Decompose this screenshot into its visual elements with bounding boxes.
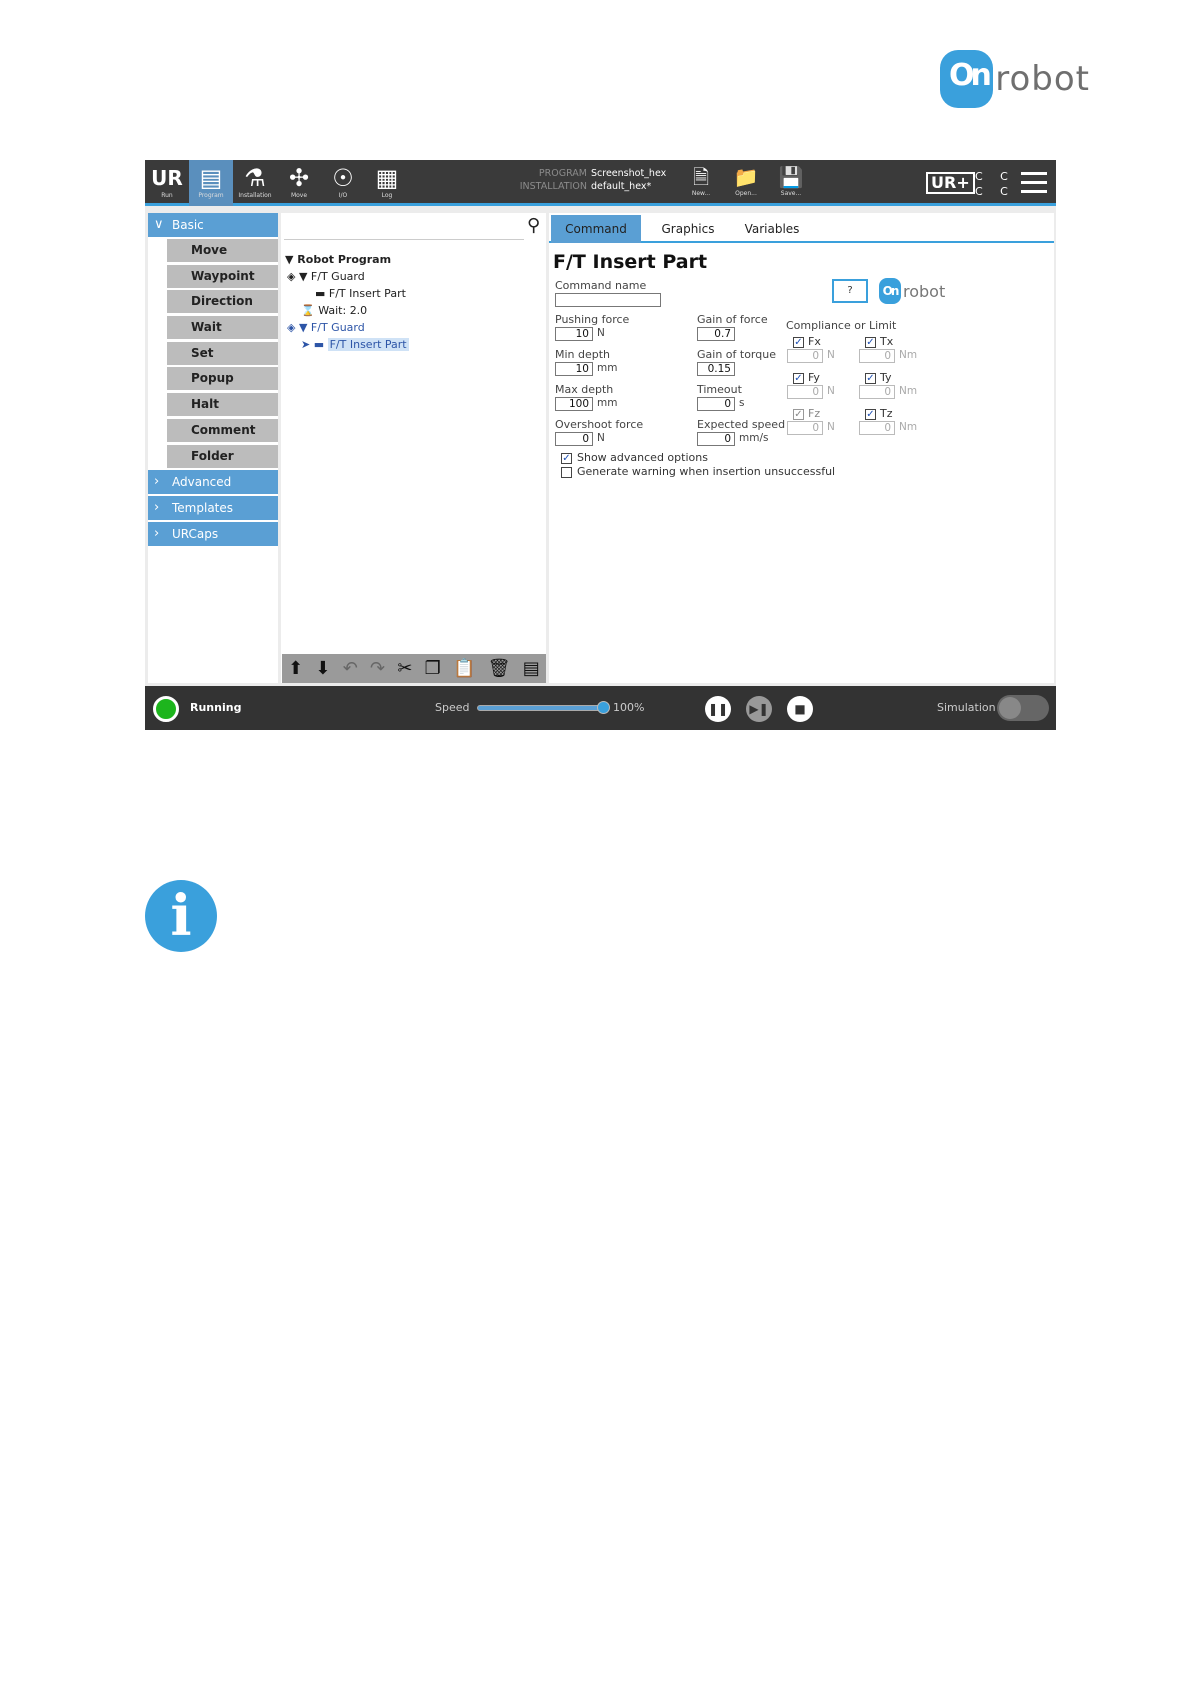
compliance-label: Compliance or Limit xyxy=(786,319,897,332)
ty-checkbox[interactable]: ✓ xyxy=(866,373,875,384)
show-advanced-checkbox[interactable]: ✓ xyxy=(562,453,571,464)
max-depth-label: Max depth xyxy=(555,383,614,396)
tab-graphics[interactable]: Graphics xyxy=(661,222,715,236)
urplus-button[interactable]: UR+ xyxy=(926,172,975,194)
sidebar-item-halt[interactable]: Halt xyxy=(167,393,278,416)
program-tree xyxy=(285,251,409,353)
onrobot-logo-badge: On xyxy=(940,50,993,108)
undo-icon[interactable]: ↶ xyxy=(342,658,358,679)
tree-node[interactable]: ⌛ Wait: 2.0 xyxy=(301,304,368,317)
ur-logo-icon: UR xyxy=(151,166,183,190)
expected-speed-input[interactable]: 0 xyxy=(697,432,735,446)
copy-icon[interactable]: ❐ xyxy=(424,658,441,679)
category-basic[interactable]: ∨ Basic xyxy=(148,213,278,237)
tree-node-root[interactable]: ▼ Robot Program xyxy=(285,253,392,266)
info-icon: i xyxy=(145,880,217,952)
simulation-toggle[interactable] xyxy=(997,695,1049,721)
fx-input[interactable]: 0 xyxy=(787,349,823,363)
category-advanced[interactable]: › Advanced xyxy=(148,470,278,494)
save-icon: 💾 xyxy=(778,165,804,189)
installation-name: default_hex* xyxy=(591,181,652,192)
speed-slider[interactable] xyxy=(477,705,603,711)
sidebar-item-direction[interactable]: Direction xyxy=(167,290,278,313)
sidebar-item-folder[interactable]: Folder xyxy=(167,445,278,468)
log-tab-button[interactable]: ▦ Log xyxy=(365,160,409,206)
tree-node[interactable]: ◈ ▼ F/T Guard xyxy=(287,321,365,334)
tree-node-selected[interactable]: ➤ ▬ F/T Insert Part xyxy=(301,338,407,351)
sidebar-item-move[interactable]: Move xyxy=(167,239,278,262)
io-icon: ☉ xyxy=(332,164,354,192)
log-icon: ▦ xyxy=(375,164,399,192)
run-tab-button[interactable]: UR Run xyxy=(145,160,189,206)
max-depth-input[interactable]: 100 xyxy=(555,397,593,411)
generate-warning-label: Generate warning when insertion unsuccessful xyxy=(577,465,836,478)
search-icon[interactable]: ⚲ xyxy=(527,215,541,236)
command-name-label: Command name xyxy=(555,279,647,292)
move-icon: ✣ xyxy=(288,164,310,192)
onrobot-urcap-text: robot xyxy=(903,281,946,301)
speed-label: Speed xyxy=(435,701,470,714)
tx-input[interactable]: 0 xyxy=(859,349,895,363)
run-state-label: Running xyxy=(190,701,242,714)
tree-toolbar xyxy=(282,654,546,683)
delete-icon[interactable]: 🗑 xyxy=(487,658,511,679)
suppress-icon[interactable]: ▤ xyxy=(522,658,540,679)
program-tab-button[interactable]: ▤ Program xyxy=(189,160,233,206)
timeout-input[interactable]: 0 xyxy=(697,397,735,411)
help-button[interactable]: ? xyxy=(832,279,868,303)
fz-input[interactable]: 0 xyxy=(787,421,823,435)
speed-slider-handle[interactable] xyxy=(597,701,610,714)
show-advanced-label: Show advanced options xyxy=(577,451,708,464)
sidebar-item-popup[interactable]: Popup xyxy=(167,367,278,390)
pause-button[interactable]: ❚❚ xyxy=(705,696,731,722)
paste-icon[interactable]: 📋 xyxy=(453,658,476,679)
ty-input[interactable]: 0 xyxy=(859,385,895,399)
move-down-icon[interactable]: ⬇ xyxy=(315,658,331,679)
chevron-right-icon: › xyxy=(154,474,160,490)
overshoot-force-input[interactable]: 0 xyxy=(555,432,593,446)
open-file-button[interactable]: 📁 Open... xyxy=(730,164,762,197)
tz-checkbox[interactable]: ✓ xyxy=(866,409,875,420)
generate-warning-checkbox[interactable] xyxy=(561,467,572,478)
expected-speed-label: Expected speed xyxy=(697,418,786,431)
command-tabs xyxy=(549,213,1054,243)
sidebar-item-waypoint[interactable]: Waypoint xyxy=(167,265,278,288)
toggle-knob xyxy=(999,697,1021,719)
speed-percent: 100% xyxy=(613,701,645,714)
new-file-icon: 🗎 xyxy=(692,165,710,189)
move-up-icon[interactable]: ⬆ xyxy=(288,658,304,679)
gain-of-force-label: Gain of force xyxy=(697,313,768,326)
save-file-button[interactable]: 💾 Save... xyxy=(775,164,807,197)
chevron-down-icon: ∨ xyxy=(154,217,164,232)
fx-checkbox[interactable]: ✓ xyxy=(794,337,803,348)
new-file-button[interactable]: 🗎 New... xyxy=(685,164,717,197)
command-panel: Command Graphics Variables F/T Insert Part Command name ? On robot Pushing force 10 N Min depth 10 mm Max depth 100 mm Overshoot force 0 N Gain of force 0.7 Gain of torque 0.15 Timeout 0 s Expected speed 0 mm/s Compliance or Limit ✓ Fx 0 N ✓ Fy 0 N ✓ Fz 0 N ✓ Tx 0 Nm ✓ Ty 0 Nm ✓ Tz 0 Nm ✓ Show advanced options Generate warning when insertion unsuccessful xyxy=(549,213,1054,683)
program-info: PROGRAM Screenshot_hex INSTALLATION default_hex* xyxy=(519,168,667,192)
overshoot-force-label: Overshoot force xyxy=(555,418,644,431)
onrobot-logo-text: robot xyxy=(995,59,1090,99)
category-templates[interactable]: › Templates xyxy=(148,496,278,520)
chevron-right-icon: › xyxy=(154,526,160,542)
tree-node[interactable]: ▬ F/T Insert Part xyxy=(315,287,406,300)
command-name-input[interactable] xyxy=(555,293,661,307)
command-sidebar xyxy=(148,213,278,683)
timeout-label: Timeout xyxy=(697,383,742,396)
min-depth-label: Min depth xyxy=(555,348,611,361)
status-bar xyxy=(145,686,1056,730)
program-name: Screenshot_hex xyxy=(591,168,667,179)
control-mode-indicator[interactable]: C C C C xyxy=(975,170,1015,198)
step-button[interactable]: ▶❚ xyxy=(746,696,772,722)
tz-input[interactable]: 0 xyxy=(859,421,895,435)
tab-command[interactable]: Command xyxy=(551,215,641,243)
gain-of-force-input[interactable]: 0.7 xyxy=(697,327,735,341)
program-tree-panel xyxy=(281,213,546,683)
onrobot-urcap-badge: On xyxy=(879,278,901,304)
running-indicator-icon xyxy=(153,696,179,722)
category-urcaps[interactable]: › URCaps xyxy=(148,522,278,546)
fy-input[interactable]: 0 xyxy=(787,385,823,399)
gain-of-torque-label: Gain of torque xyxy=(697,348,776,361)
fz-checkbox[interactable]: ✓ xyxy=(794,409,803,420)
io-tab-button[interactable]: ☉ I/O xyxy=(321,160,365,206)
simulation-label: Simulation xyxy=(937,701,996,714)
installation-icon: ⚗ xyxy=(244,164,266,192)
tx-checkbox[interactable]: ✓ xyxy=(866,337,875,348)
chevron-right-icon: › xyxy=(154,500,160,516)
open-folder-icon: 📁 xyxy=(733,165,759,189)
tree-search-input[interactable] xyxy=(284,216,524,240)
fy-checkbox[interactable]: ✓ xyxy=(794,373,803,384)
installation-tab-button[interactable]: ⚗ Installation xyxy=(233,160,277,206)
onrobot-logo xyxy=(940,48,1090,110)
redo-icon[interactable]: ↷ xyxy=(370,658,386,679)
move-tab-button[interactable]: ✣ Move xyxy=(277,160,321,206)
program-icon: ▤ xyxy=(199,164,223,192)
header-toolbar xyxy=(145,160,1056,206)
min-depth-input[interactable]: 10 xyxy=(555,362,593,376)
pushing-force-input[interactable]: 10 xyxy=(555,327,593,341)
stop-button[interactable]: ■ xyxy=(787,696,813,722)
gain-of-torque-input[interactable]: 0.15 xyxy=(697,362,735,376)
pushing-force-label: Pushing force xyxy=(555,313,630,326)
sidebar-item-comment[interactable]: Comment xyxy=(167,419,278,442)
sidebar-item-set[interactable]: Set xyxy=(167,342,278,365)
sidebar-item-wait[interactable]: Wait xyxy=(167,316,278,339)
tab-variables[interactable]: Variables xyxy=(744,222,800,236)
menu-icon[interactable] xyxy=(1021,172,1047,199)
tree-node[interactable]: ◈ ▼ F/T Guard xyxy=(287,270,365,283)
cut-icon[interactable]: ✂ xyxy=(397,658,413,679)
page-title: F/T Insert Part xyxy=(553,251,708,273)
polyscope-window xyxy=(145,160,1056,730)
onrobot-urcap-logo xyxy=(879,278,945,304)
